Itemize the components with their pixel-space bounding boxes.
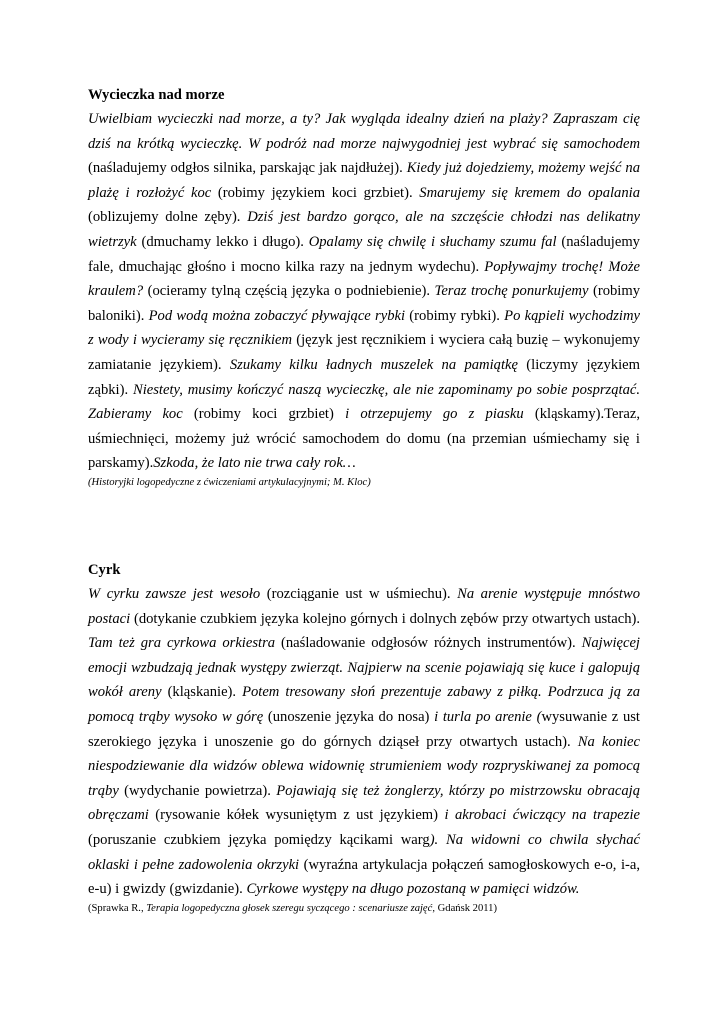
story-text-run: Po kąpieli wychodzimy z wody i wycieramy się ręcznikiem [88, 307, 640, 349]
section-source [88, 476, 640, 490]
instruction-text-run: (oblizujemy dolne zęby). [88, 209, 248, 226]
story-text-run: Na arenie występuje mnóstwo postaci [88, 586, 640, 627]
instruction-text-run: (poruszanie czubkiem języka pomiędzy kącikami warg [88, 831, 430, 848]
instruction-text-run: , Gdańsk 2011) [432, 902, 497, 914]
story-text-run: Na koniec niespodziewanie dla widzów oblewa widownię strumieniem wody rozpryskiwanej za pomocą trąby [88, 733, 641, 799]
story-text-run: i otrzepujemy go z piasku [345, 406, 524, 423]
instruction-text-run: (ocieramy tylną częścią języka o podniebienie). [143, 283, 435, 300]
instruction-text-run: (język jest ręcznikiem i wyciera całą buzię – wykonujemy zamiatanie językiem). [88, 332, 641, 373]
story-text-run: (Historyjki logopedyczne z ćwiczeniami artykulacyjnymi; M. Kloc) [88, 476, 371, 488]
instruction-text-run: (wydychanie powietrza). [118, 782, 277, 799]
story-text-run: i akrobaci ćwiczący na trapezie [444, 807, 640, 824]
instruction-text-run: (dmuchamy lekko i długo). [136, 233, 309, 250]
section-source [88, 902, 640, 916]
section-cyrk [88, 558, 640, 916]
instruction-text-run: (robimy językiem koci grzbiet). [211, 184, 420, 201]
story-text-run: i turla po arenie ( [434, 708, 542, 725]
story-text-run: Pod wodą można zobaczyć pływające rybki [148, 307, 406, 324]
story-text-run: Szkoda, że lato nie trwa cały rok… [153, 455, 356, 472]
instruction-text-run: wysuwanie z ust szerokiego języka i unoszenie go do górnych dziąseł przy otwartych ustach). [88, 708, 640, 750]
story-text-run: Niestety, musimy kończyć naszą wycieczkę, ale nie zapominamy po sobie posprzątać. Zabieramy koc [88, 381, 640, 423]
instruction-text-run: (robimy baloniki). [88, 283, 640, 324]
story-text-run: Cyrkowe występy na długo pozostaną w pamięci widzów. [246, 881, 580, 898]
section-wycieczka [88, 83, 640, 490]
story-text-run: ). Na widowni co chwila słychać oklaski i pełne zadowolenia okrzyki [88, 831, 640, 873]
instruction-text-run: (unoszenie języka do nosa) [263, 708, 435, 725]
instruction-text-run: (naśladowanie odgłosów różnych instrumentów). [275, 635, 582, 652]
story-text-run: Uwielbiam wycieczki nad morze, a ty? Jak wygląda idealny dzień na plaży? Zapraszam cię dziś na krótką wycieczkę. W podróż nad morze najwygodniej jest wybrać się samochodem [88, 111, 640, 152]
story-text-run: Pojawiają się też żonglerzy, którzy po mistrzowsku obracają obręczami [88, 782, 641, 824]
instruction-text-run: (Sprawka R., [88, 902, 147, 914]
story-text-run: Opalamy się chwilę i słuchamy szumu fal [308, 233, 557, 250]
instruction-text-run: (naśladujemy odgłos silnika, parskając jak najdłużej). [88, 160, 407, 177]
story-text-run: Teraz trochę ponurkujemy [434, 283, 589, 300]
story-text-run: Tam też gra cyrkowa orkiestra [88, 635, 276, 652]
instruction-text-run: (rysowanie kółek wysuniętym z ust językiem) [148, 807, 445, 824]
section-title: Wycieczka nad morze [88, 87, 225, 103]
instruction-text-run: (naśladujemy fale, dmuchając głośno i mocno kilka razy na jednym wydechu). [88, 233, 640, 275]
story-text-run: Dziś jest bardzo gorąco, ale na szczęście chłodzi nas delikatny wietrzyk [88, 209, 640, 250]
story-text-run: Potem tresowany słoń prezentuje zabawy z piłką. Podrzuca ją za pomocą trąby wysoko w górę [88, 684, 640, 725]
story-text-run: Kiedy już dojedziemy, możemy wejść na plażę i rozłożyć koc [88, 160, 640, 201]
instruction-text-run: (kląskamy).Teraz, uśmiechnięci, możemy już wrócić samochodem do domu (na przemian uśmiechamy się i parskamy). [88, 406, 640, 472]
instruction-text-run: (dotykanie czubkiem języka kolejno górnych i dolnych zębów przy otwartych ustach). [130, 610, 640, 627]
section-body [88, 582, 640, 902]
story-text-run: Smarujemy się kremem do opalania [419, 184, 641, 201]
story-text-run: Szukamy kilku ładnych muszelek na pamiątkę [229, 356, 518, 373]
instruction-text-run: (wyraźna artykulacja połączeń samogłoskowych e-o, i-a, e-u) i gwizdy (gwizdanie). [88, 856, 641, 898]
section-body [88, 107, 640, 476]
instruction-text-run: (kląskanie). [161, 684, 243, 701]
story-text-run: Najwięcej emocji wzbudzają jednak występy zwierząt. Najpierw na scenie pojawiają się kuce i galopują wokół areny [88, 635, 640, 701]
story-text-run: Popływajmy trochę! Może kraulem? [88, 258, 640, 300]
section-title: Cyrk [88, 562, 121, 578]
instruction-text-run: (robimy koci grzbiet) [182, 406, 346, 423]
instruction-text-run: (liczymy językiem ząbki). [88, 356, 640, 398]
story-text-run: Terapia logopedyczna głosek szeregu syczącego : scenariusze zajęć [146, 902, 433, 914]
instruction-text-run: (rozciąganie ust w uśmiechu). [260, 586, 458, 602]
story-text-run: W cyrku zawsze jest wesoło [88, 586, 261, 602]
instruction-text-run: (robimy rybki). [405, 307, 505, 324]
